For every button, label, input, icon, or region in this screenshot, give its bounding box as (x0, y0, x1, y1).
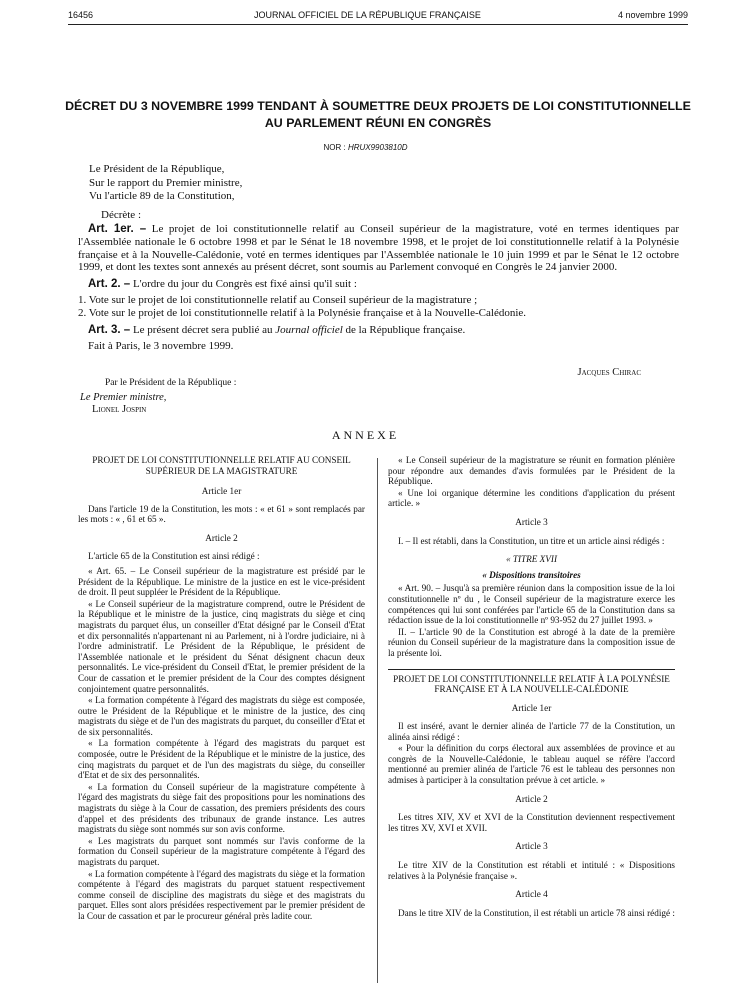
signer-president: Jacques Chirac (577, 367, 641, 378)
annexe-title: ANNEXE (331, 428, 400, 442)
paragraph: Dans l'article 19 de la Constitution, les mots : « et 61 » sont remplacés par les mots : « , 61 et 65 ». (78, 503, 365, 525)
article-3 (78, 324, 679, 337)
paragraph: Dans le titre XIV de la Constitution, il est rétabli un article 78 ainsi rédigé : (398, 907, 675, 918)
article-1-text: Le projet de loi constitutionnelle relatif au Conseil supérieur de la magistrature, voté en termes identiques par l'Assemblée nationale le 6 octobre 1998 et par le Sénat le 18 novembre 1998, et le projet de loi constitutionnelle relatif à la Polynésie française et à la Nouvelle-Calédonie, voté en termes identiques par l'Assemblée nationale le 10 juin 1999 et par le Sénat le 12 octobre 1999, et dont les textes sont annexés au présent décret, sont soumis au Parlement convoqué en Congrès le 24 janvier 2000. (78, 223, 680, 274)
premier-ministre-name: Lionel Jospin (92, 404, 147, 415)
paragraph: Il est inséré, avant le dernier alinéa de l'article 77 de la Constitution, un alinéa ainsi rédigé : (388, 721, 675, 742)
titre-heading: « TITRE XVII (505, 554, 558, 565)
decree-title-line1: DÉCRET DU 3 NOVEMBRE 1999 TENDANT À SOUMETTRE DEUX PROJETS DE LOI CONSTITUTIONNELLE (65, 99, 691, 113)
article-3-journal: Journal officiel (275, 323, 343, 336)
fait-a-paris: Fait à Paris, le 3 novembre 1999. (88, 340, 234, 353)
decree-title (62, 98, 694, 132)
article-heading: Article 1er (511, 702, 552, 713)
article-2-text: L'ordre du jour du Congrès est fixé ainsi qu'il suit : (132, 278, 357, 291)
paragraph: Les titres XIV, XV et XVI de la Constitution deviennent respectivement les titres XV, XVI et XVII. (388, 812, 675, 833)
par-le-president: Par le Président de la République : (105, 378, 237, 388)
intro-line: Le Président de la République, (89, 163, 225, 175)
article-3-text: Le présent décret sera publié au (132, 323, 273, 336)
paragraph: « Art. 65. – Le Conseil supérieur de la magistrature est présidé par le Président de la République. Le ministre de la justice en est le vice-président de droit. Il peut suppléer le Président de la République. (78, 565, 365, 598)
paragraph: « La formation compétente à l'égard des magistrats du siège est composée, outre le Président de la République et le ministre de la justice, des cinq magistrats du siège et de l'un des magistrats du parquet, du conseiller d'Etat et de six personnalités. (78, 695, 365, 737)
column-divider (377, 458, 378, 983)
article-3-text-end: de la République française. (345, 323, 466, 336)
annexe-left-column (78, 455, 365, 923)
premier-ministre-title: Le Premier ministre, (80, 392, 167, 403)
intro-line: Sur le rapport du Premier ministre, (89, 176, 243, 189)
page-number: 16456 (68, 10, 94, 20)
article-heading: Article 2 (515, 793, 548, 804)
paragraph: « Le Conseil supérieur de la magistrature comprend, outre le Président de la République et le ministre de la justice, cinq magistrats du siège et cinq magistrats du parquet élus, un conseiller d'Etat désigné par le Conseil d'Etat et dix personnalités n'appartenant ni au Parlement, ni à l'ordre judiciaire, ni à l'ordre administratif. Le Président de la République, le président de l'Assemblée nationale et le président du Sénat désignent chacun deux personnalités. Le vice-président du Conseil d'Etat, le premier président de la Cour de cassation et le premier président de la Cour des comptes désignent conjointement quatre personnalités. (78, 598, 365, 694)
paragraph: I. – Il est rétabli, dans la Constitution, un titre et un article ainsi rédigés : (398, 535, 665, 546)
page-header (68, 10, 688, 24)
article-heading: Article 3 (515, 841, 548, 852)
decree-body (89, 163, 679, 222)
paragraph: « La formation compétente à l'égard des magistrats du parquet est composée, outre le Président de la République et le ministre de la justice, des cinq magistrats du parquet et de l'un des magistrats du siège, du conseiller d'Etat et de six des personnalités. (78, 738, 365, 781)
decree-title-line2: AU PARLEMENT RÉUNI EN CONGRÈS (264, 116, 492, 130)
right-column-heading: PROJET DE LOI CONSTITUTIONNELLE RELATIF À LA POLYNÉSIE FRANÇAISE ET À LA NOUVELLE-CALÉDONIE (388, 669, 675, 695)
nor-code: HRUX9903810D (347, 143, 408, 152)
intro-line: Vu l'article 89 de la Constitution, (89, 190, 235, 202)
header-rule (68, 24, 688, 25)
decrete: Décrète : (101, 208, 141, 221)
article-2-item: 2. Vote sur le projet de loi constitutionnelle relatif à la Polynésie française et à la Nouvelle-Calédonie. (78, 306, 527, 319)
decree-articles (78, 223, 679, 353)
paragraph: L'article 65 de la Constitution est ainsi rédigé : (88, 551, 260, 562)
paragraph: « La formation du Conseil supérieur de la magistrature compétente à l'égard des magistrats du siège fait des propositions pour les nominations des magistrats du siège à la Cour de cassation, des premiers présidents des cours d'appel et des présidents des tribunaux de grande instance. Les autres magistrats du siège sont nommés sur son avis conforme. (78, 781, 365, 835)
article-1-label: Art. 1er. – (88, 223, 147, 235)
article-heading: Article 1er (201, 486, 242, 496)
article-2-item: 1. Vote sur le projet de loi constitutionnelle relatif au Conseil supérieur de la magistrature ; (78, 293, 478, 306)
journal-title: JOURNAL OFFICIEL DE LA RÉPUBLIQUE FRANÇAISE (254, 10, 481, 20)
article-heading: Article 4 (515, 889, 548, 900)
paragraph: « Les magistrats du parquet sont nommés sur l'avis conforme de la formation du Conseil supérieur de la magistrature compétente à l'égard des magistrats du parquet. (78, 835, 365, 867)
paragraph: « Le Conseil supérieur de la magistrature se réunit en formation plénière pour répondre aux demandes d'avis formulées par le Président de la République. (388, 455, 675, 487)
article-heading: Article 2 (205, 532, 238, 543)
article-2 (78, 278, 679, 291)
article-2-label: Art. 2. – (88, 278, 131, 291)
issue-date: 4 novembre 1999 (617, 10, 688, 20)
paragraph: II. – L'article 90 de la Constitution est abrogé à la date de la première réunion du Conseil supérieur de la magistrature dans la composition issue de la présente loi. (388, 626, 675, 658)
paragraph: Le titre XIV de la Constitution est rétabli et intitulé : « Dispositions relatives à la Polynésie française ». (388, 860, 675, 881)
article-1 (78, 223, 679, 274)
paragraph: « Pour la définition du corps électoral aux assemblées de province et au congrès de la Nouvelle-Calédonie, le tableau auquel se réfère l'accord mentionné au premier alinéa de l'article 76 est le tableau des personnes non admises à participer à la consultation prévue à cet article. » (388, 743, 675, 786)
left-column-heading: PROJET DE LOI CONSTITUTIONNELLE RELATIF AU CONSEIL SUPÉRIEUR DE LA MAGISTRATURE (92, 455, 351, 476)
paragraph: « La formation compétente à l'égard des magistrats du siège et la formation compétente à l'égard des magistrats du parquet statuent respectivement comme conseil de discipline des magistrats du siège et des magistrats du parquet. Elles sont alors présidées respectivement par le premier président de la Cour de cassation et par le procureur général près ladite cour. (78, 868, 365, 921)
paragraph: « Art. 90. – Jusqu'à sa première réunion dans la composition issue de la loi constitutionnelle nº du , le Conseil supérieur de la magistrature exerce les compétences qui lui sont conférées par l'article 65 de la Constitution dans sa rédaction issue de la loi constitutionnelle nº 93-952 du 27 juillet 1993. » (388, 583, 675, 626)
paragraph: « Une loi organique détermine les conditions d'application du présent article. » (388, 487, 675, 509)
nor-reference (0, 143, 731, 152)
annexe-right-column (388, 455, 675, 919)
article-heading: Article 3 (515, 516, 548, 527)
nor-label: NOR : (323, 143, 346, 152)
article-3-label: Art. 3. – (88, 323, 131, 336)
dispositions-heading: « Dispositions transitoires (482, 569, 581, 580)
